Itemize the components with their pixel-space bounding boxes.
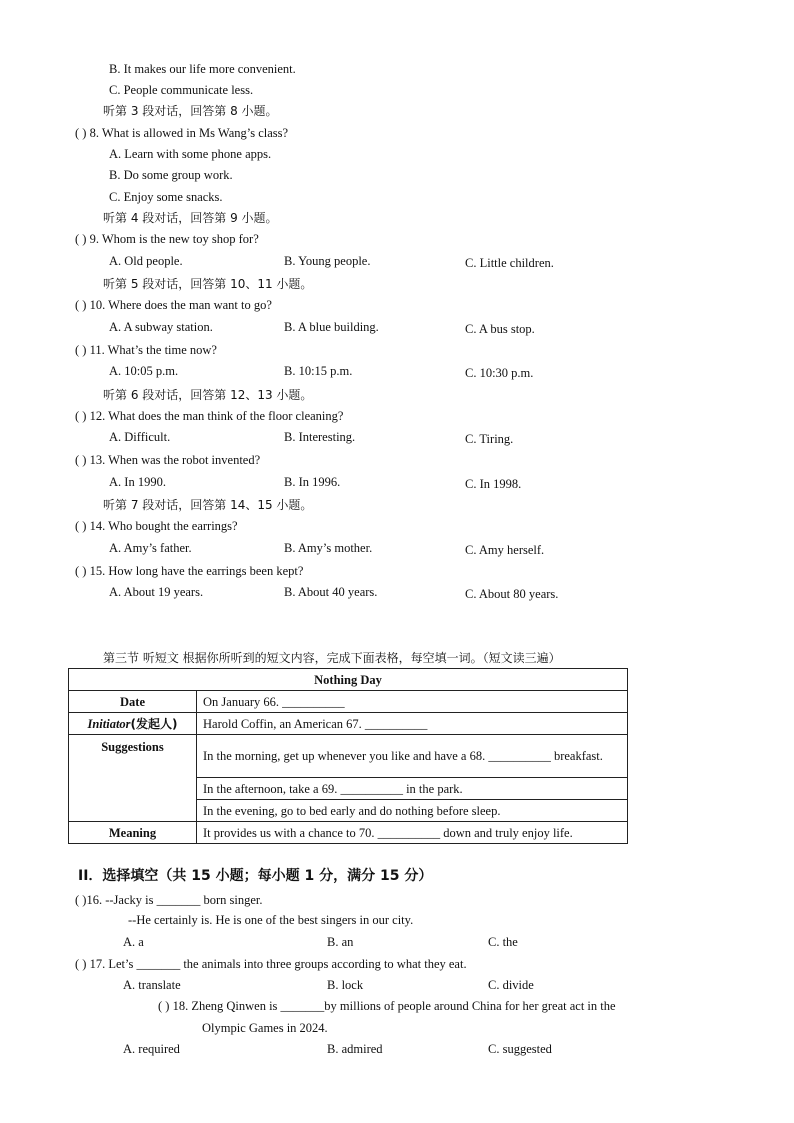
question-line: ( ) 12. What does the man think of the floor cleaning?: [75, 409, 344, 423]
option-b: B. 10:15 p.m.: [284, 364, 353, 378]
dialogue-instruction: 听第 3 段对话，回答第 8 小题。: [103, 104, 278, 118]
suggestion-evening: In the evening, go to bed early and do nothing before sleep.: [197, 800, 628, 822]
option-b: B. lock: [327, 978, 364, 992]
option-a: A. A subway station.: [109, 320, 213, 334]
option-c: C. the: [488, 935, 518, 949]
question-line: ( )16. --Jacky is _______ born singer.: [75, 893, 263, 907]
option-b: B. Young people.: [284, 254, 371, 268]
option-b: B. A blue building.: [284, 320, 379, 334]
question-line: ( ) 10. Where does the man want to go?: [75, 298, 272, 312]
question-line: ( ) 15. How long have the earrings been kept?: [75, 564, 304, 578]
question-line: ( ) 9. Whom is the new toy shop for?: [75, 232, 259, 246]
suggestion-afternoon: In the afternoon, take a 69. __________ in the park.: [197, 778, 628, 800]
dialogue-instruction: 听第 5 段对话，回答第 10、11 小题。: [103, 277, 313, 291]
option-a: A. About 19 years.: [109, 585, 204, 599]
option-b: B. admired: [327, 1042, 383, 1056]
option-a: A. Amy’s father.: [109, 541, 192, 555]
option-line: C. People communicate less.: [109, 83, 254, 97]
dialogue-instruction: 听第 6 段对话，回答第 12、13 小题。: [103, 388, 313, 402]
option-b: B. Amy’s mother.: [284, 541, 373, 555]
suggestion-morning: In the morning, get up whenever you like and have a 68. __________ breakfast.: [197, 735, 628, 778]
question-line: ( ) 18. Zheng Qinwen is _______by millions of people around China for her great act in the: [158, 999, 616, 1013]
suggestions-label: Suggestions: [69, 735, 197, 822]
option-c: C. 10:30 p.m.: [465, 366, 534, 380]
option-a: A. translate: [123, 978, 181, 992]
option-c: C. A bus stop.: [465, 322, 535, 336]
question-continuation: Olympic Games in 2024.: [202, 1021, 328, 1035]
option-c: C. divide: [488, 978, 534, 992]
option-c: C. suggested: [488, 1042, 552, 1056]
option-b: B. In 1996.: [284, 475, 341, 489]
section-heading: II．选择填空（共 15 小题；每小题 1 分，满分 15 分）: [78, 868, 433, 884]
option-c: C. Little children.: [465, 256, 554, 270]
dialogue-instruction: 听第 4 段对话，回答第 9 小题。: [103, 211, 278, 225]
meaning-value: It provides us with a chance to 70. __________ down and truly enjoy life.: [197, 822, 628, 844]
dialogue-instruction: 听第 7 段对话，回答第 14、15 小题。: [103, 498, 313, 512]
nothing-day-table: [68, 668, 628, 844]
initiator-value: Harold Coffin, an American 67. __________: [197, 713, 628, 735]
option-a: A. a: [123, 935, 144, 949]
option-line: C. Enjoy some snacks.: [109, 190, 223, 204]
option-c: C. Tiring.: [465, 432, 514, 446]
table-title: Nothing Day: [69, 669, 628, 691]
option-b: B. an: [327, 935, 354, 949]
question-line: ( ) 11. What’s the time now?: [75, 343, 217, 357]
option-a: A. Old people.: [109, 254, 183, 268]
date-label: Date: [69, 691, 197, 713]
option-line: A. Learn with some phone apps.: [109, 147, 272, 161]
option-line: B. It makes our life more convenient.: [109, 62, 296, 76]
option-c: C. Amy herself.: [465, 543, 545, 557]
question-line: ( ) 13. When was the robot invented?: [75, 453, 261, 467]
option-b: B. About 40 years.: [284, 585, 378, 599]
option-a: A. required: [123, 1042, 180, 1056]
option-a: A. In 1990.: [109, 475, 166, 489]
initiator-label-en: Initiator: [87, 716, 131, 731]
option-line: B. Do some group work.: [109, 168, 233, 182]
dialogue-line: --He certainly is. He is one of the best singers in our city.: [128, 913, 414, 927]
option-c: C. In 1998.: [465, 477, 522, 491]
option-b: B. Interesting.: [284, 430, 356, 444]
initiator-label-cn: (发起人): [130, 716, 178, 731]
initiator-label: [69, 713, 197, 735]
meaning-label: Meaning: [69, 822, 197, 844]
option-a: A. Difficult.: [109, 430, 171, 444]
question-line: ( ) 14. Who bought the earrings?: [75, 519, 238, 533]
question-line: ( ) 17. Let’s _______ the animals into three groups according to what they eat.: [75, 957, 467, 971]
date-value: On January 66. __________: [197, 691, 628, 713]
option-c: C. About 80 years.: [465, 587, 559, 601]
option-a: A. 10:05 p.m.: [109, 364, 179, 378]
question-line: ( ) 8. What is allowed in Ms Wang’s class?: [75, 126, 289, 140]
section-instruction: 第三节 听短文 根据你所听到的短文内容，完成下面表格，每空填一词。（短文读三遍）: [103, 651, 561, 665]
